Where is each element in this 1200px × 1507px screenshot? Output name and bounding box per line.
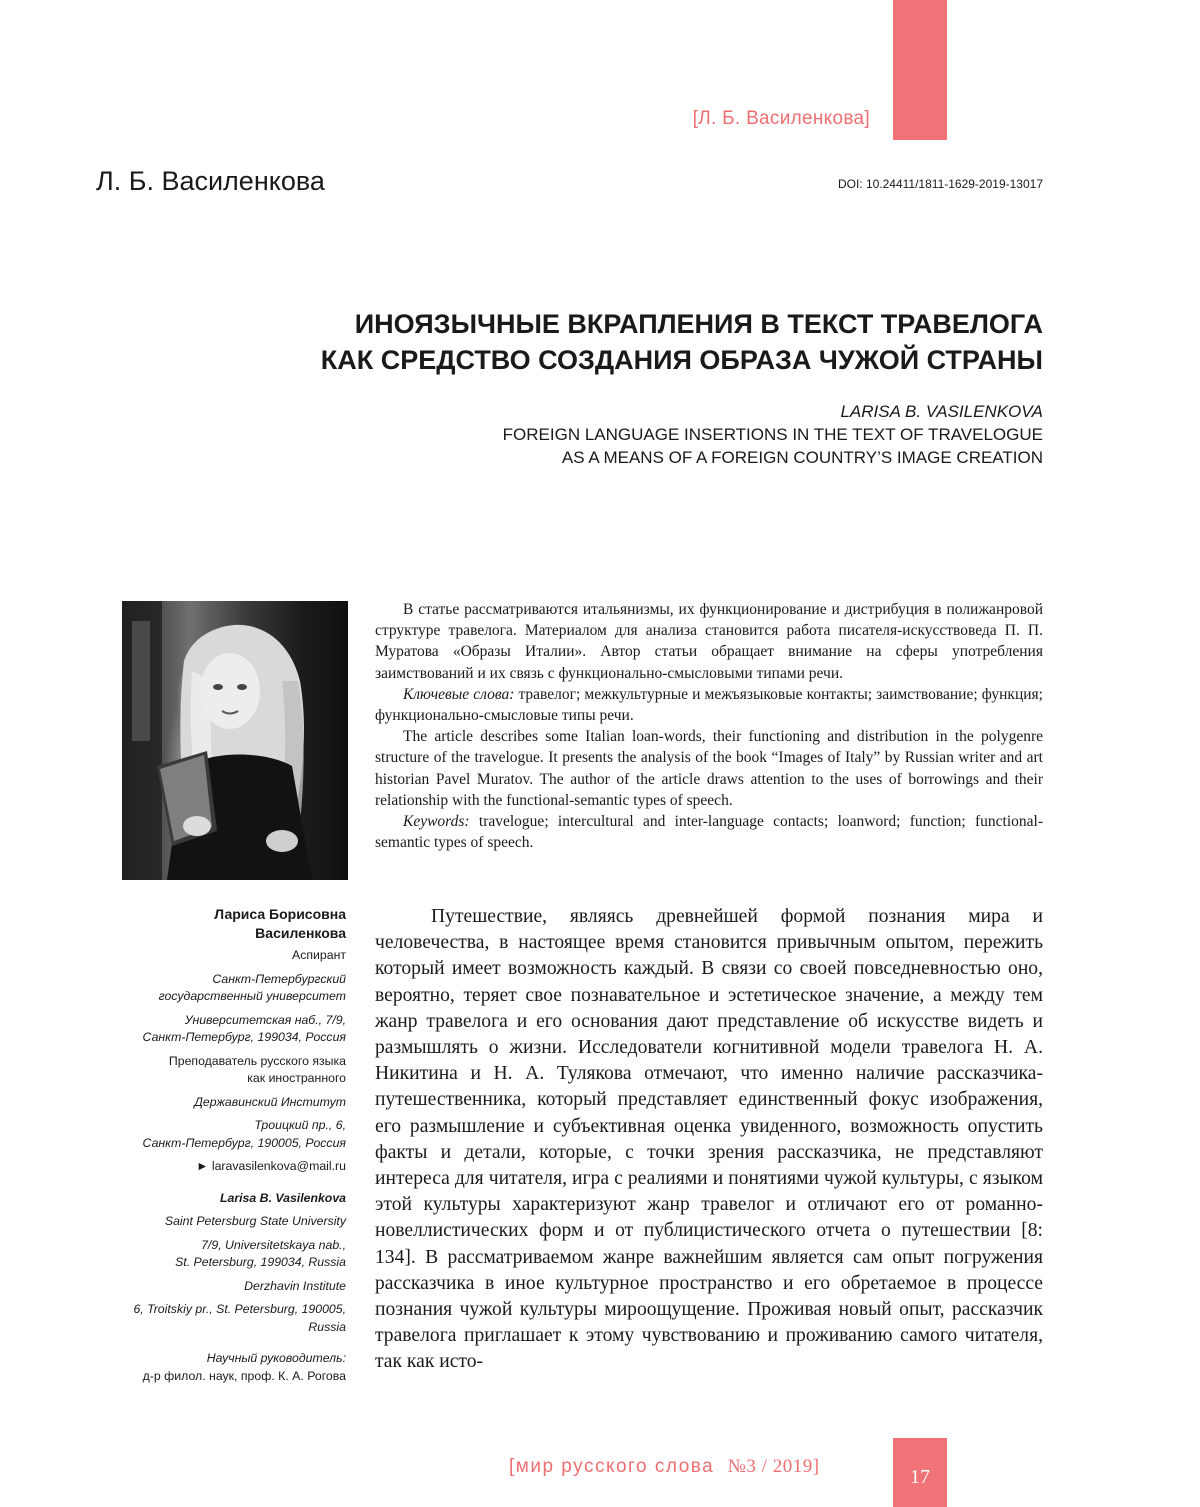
address1-line2: Санкт-Петербург, 199034, Россия [142,1030,346,1044]
university-line2: государственный университет [158,989,346,1003]
abstract [375,599,1043,853]
address2-line2: Санкт-Петербург, 190005, Россия [142,1135,346,1150]
supervisor-name: д-р филол. наук, проф. К. А. Рогова [142,1368,346,1383]
keywords-en-label: Keywords: [403,813,470,831]
abstract-ru: В статье рассматриваются итальянизмы, их функционирование и дистрибуция в полижанровой структуре травелога. Материалом для анализа становится работа писателя-искусствоведа П. П. Муратова «Образы Италии». Автор статьи обращает внимание на сферы употребления заимствований и их связь с функционально-смысловыми типами речи. [375,601,1043,682]
page-number: 17 [910,1466,930,1488]
university-address [110,1012,346,1047]
keywords-ru [375,684,1043,726]
author-position: Аспирант [292,948,346,962]
institute-address [110,1117,346,1152]
author-teacher-role [110,1053,346,1088]
english-title-block [243,400,1043,469]
article-title [143,306,1043,378]
keywords-ru-text: травелог; межкультурные и межъязыковые контакты; заимствование; функция; функционально-смысловые типы речи. [375,685,1043,725]
institute-en: Derzhavin Institute [244,1278,346,1293]
journal-footer [509,1456,820,1478]
en-address1-line2: St. Petersburg, 199034, Russia [175,1255,346,1269]
journal-issue: №3 / 2019] [727,1456,820,1477]
university-address-en [110,1237,346,1272]
running-head: [Л. Б. Василенкова] [692,108,870,129]
author-photo [122,601,348,880]
address2-line1: Троицкий пр., 6, [254,1118,346,1132]
author-name-line1: Лариса Борисовна [214,906,346,922]
author-name-header: Л. Б. Василенкова [96,166,325,196]
article-title-line2: КАК СРЕДСТВО СОЗДАНИЯ ОБРАЗА ЧУЖОЙ СТРАНЫ [320,345,1043,375]
author-institute: Державинский Институт [194,1094,346,1109]
author-name-en: Larisa B. Vasilenkova [220,1190,346,1205]
author-photo-illustration [122,601,348,880]
teacher-line2: как иностранного [247,1071,346,1085]
body-paragraph: Путешествие, являясь древнейшей формой познания мира и человечества, в настоящее время становится привычным опытом, пережить который имеет возможность каждый. В связи со своей повседневностью оно, вероятно, теряет свое познавательное и эстетическое значение, а между тем жанр травелога и его основания дают представление об искусстве видеть и размышлять о жизни. Исследователи когнитивной модели травелога Н. А. Никитина и Н. А. Тулякова отмечают, что именно наличие рассказчика-путешественника, который представляет единственный фокус изображения, его размышление и субъективная оценка увиденного, возможность опустить факты и детали, которые, с точки зрения рассказчика, не представляют интереса для читателя, игра с реалиями и понятиями чужой культуры, с языком этой культуры характеризуют жанр травелог и отличают его от романно-новеллистических форм и от публицистического отчета о путешествии [8: 134]. В рассматриваемом жанре важнейшим является сам опыт погружения рассказчика в иное культурное пространство и его обретаемое в процессе познания чужой культуры мироощущение. Проживая новый опыт, рассказчик травелога приглашает к этому чувствованию и проживанию самого читателя, так как исто- [375,906,1043,1373]
author-university [110,971,346,1006]
keywords-en [375,811,1043,853]
top-accent-bar [893,0,947,140]
author-email[interactable]: ► laravasilenkova@mail.ru [196,1159,346,1173]
university-line1: Санкт-Петербургский [212,971,346,986]
english-author: LARISA B. VASILENKOVA [840,402,1043,421]
english-title-line2: AS A MEANS OF A FOREIGN COUNTRY’S IMAGE CREATION [561,448,1043,467]
keywords-en-text: travelogue; intercultural and inter-language contacts; loanword; function; functional-semantic types of speech. [375,813,1043,852]
supervisor-label: Научный руководитель: [206,1351,346,1365]
institute-address-en: 6, Troitskiy pr., St. Petersburg, 190005, Russia [133,1302,346,1334]
abstract-en: The article describes some Italian loan-words, their functioning and distribution in the polygenre structure of the travelogue. It presents the analysis of the book “Images of Italy” by Russian writer and art historian Pavel Muratov. The author of the article draws attention to the uses of borrowings and their relationship with the functional-semantic types of speech. [375,728,1043,809]
article-title-line1: ИНОЯЗЫЧНЫЕ ВКРАПЛЕНИЯ В ТЕКСТ ТРАВЕЛОГА [354,309,1043,339]
address1-line1: Университетская наб., 7/9, [184,1012,346,1027]
article-body [375,904,1043,1376]
english-title-line1: FOREIGN LANGUAGE INSERTIONS IN THE TEXT OF TRAVELOGUE [502,425,1043,444]
doi-link[interactable]: DOI: 10.24411/1811-1629-2019-13017 [837,177,1043,191]
author-full-name [110,905,346,943]
en-address1-line1: 7/9, Universitetskaya nab., [201,1237,346,1252]
author-info-sidebar [110,905,346,1391]
teacher-line1: Преподаватель русского языка [168,1053,346,1068]
university-en: Saint Petersburg State University [164,1214,346,1228]
journal-name: [мир русского слова [509,1456,715,1477]
author-name-line2: Василенкова [255,925,346,941]
keywords-ru-label: Ключевые слова: [403,685,515,703]
